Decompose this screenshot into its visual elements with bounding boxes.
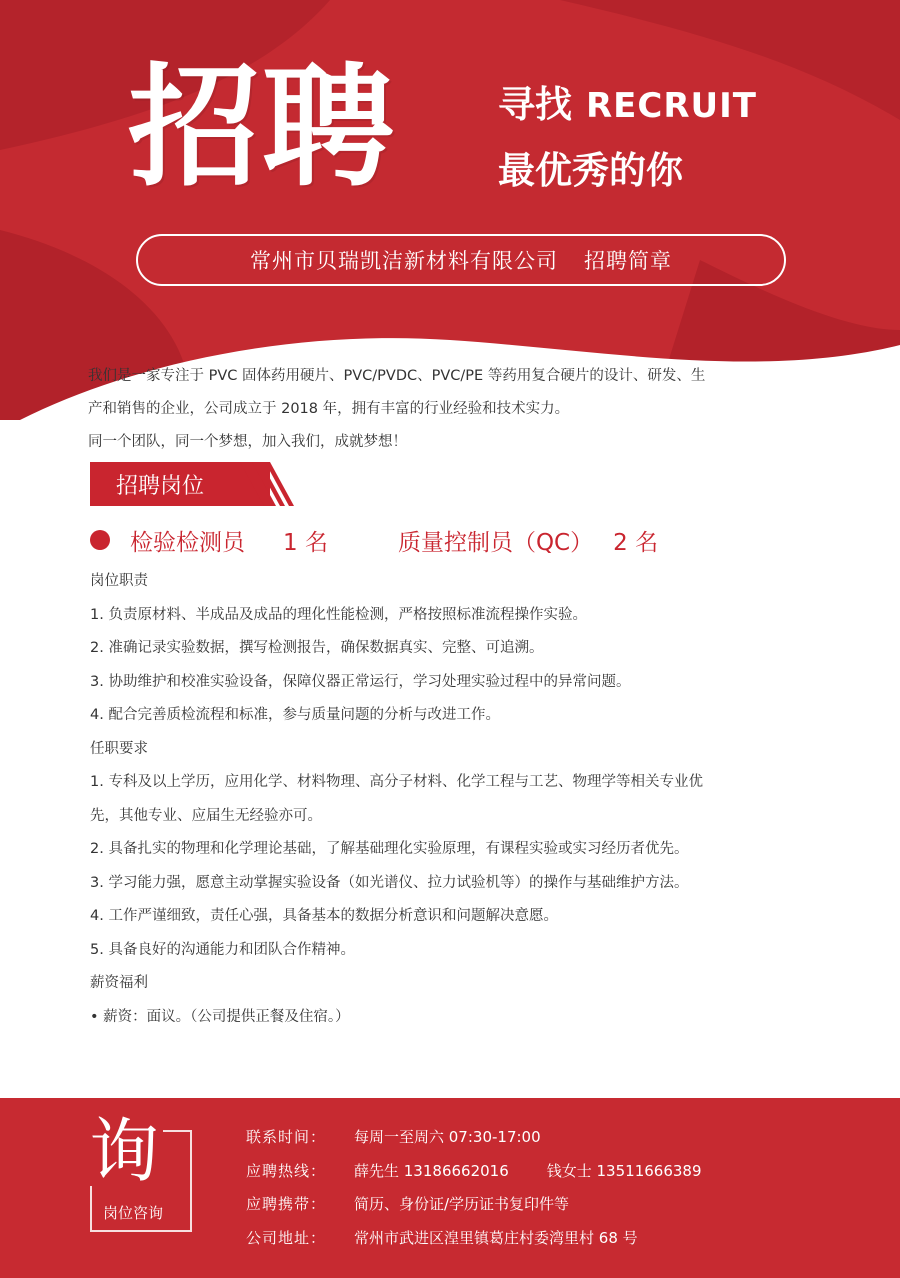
company-banner [136,234,786,286]
requirement-item: 先，其他专业、应届生无经验亦可。 [90,807,322,824]
hotline-contact-1: 薛先生 13186662016 [354,1161,509,1180]
address-value: 常州市武进区湟里镇葛庄村委湾里村 68 号 [354,1228,638,1247]
requirement-item: 2. 具备扎实的物理和化学理论基础，了解基础理化实验原理，有课程实验或实习经历者优先。 [90,841,689,857]
hotline-label: 应聘热线： [246,1161,327,1180]
slogan-line-1 [498,83,757,126]
positions-row [90,522,658,558]
inquiry-char: 询 [85,1116,163,1186]
benefit-item: • 薪资：面议。（公司提供正餐及住宿。） [90,1008,350,1025]
duty-item: 4. 配合完善质检流程和标准，参与质量问题的分析与改进工作。 [90,707,500,723]
bring-row [246,1187,702,1221]
company-name: 常州市贝瑞凯洁新材料有限公司 [250,249,558,273]
bullet-dot-icon [90,530,110,550]
position-name: 检验检测员 [130,529,245,556]
slogan-recruit-en: RECRUIT [586,86,757,126]
requirement-item: 5. 具备良好的沟通能力和团队合作精神。 [90,941,355,958]
inquiry-label: 岗位咨询 [103,1204,164,1222]
position-name: 质量控制员（QC） [397,529,594,556]
duty-item: 2. 准确记录实验数据，撰写检测报告，确保数据真实、完整、可追溯。 [90,640,544,656]
requirement-item: 4. 工作严谨细致，责任心强，具备基本的数据分析意识和问题解决意愿。 [90,908,558,924]
intro-line: 产和销售的企业，公司成立于 2018 年，拥有丰富的行业经验和技术实力。 [88,401,570,417]
contact-info [246,1120,702,1254]
slogan-line-2: 最优秀的你 [498,149,683,192]
duty-item: 3. 协助维护和校准实验设备，保障仪器正常运行，学习处理实验过程中的异常问题。 [90,673,631,690]
requirements-heading: 任职要求 [90,740,148,757]
intro-line: 我们是一家专注于 PVC 固体药用硬片、PVC/PVDC、PVC/PE 等药用复合硬片的设计、研发、生 [88,368,706,384]
position-count: 1 名 [283,529,328,556]
footer-contact [0,1098,900,1278]
contact-time-value: 每周一至周六 07:30-17:00 [354,1128,541,1147]
header-banner [0,0,900,420]
slogan-seek: 寻找 [498,83,572,126]
bring-value: 简历、身份证/学历证书复印件等 [354,1195,570,1214]
brochure-label: 招聘简章 [584,249,672,273]
duties-heading: 岗位职责 [90,573,148,589]
section-title-positions: 招聘岗位 [90,462,270,506]
company-intro [88,360,828,459]
hotline-row [246,1154,702,1188]
bring-label: 应聘携带： [246,1195,327,1214]
intro-line: 同一个团队，同一个梦想，加入我们，成就梦想！ [88,434,407,450]
requirement-item: 1. 专科及以上学历，应用化学、材料物理、高分子材料、化学工程与工艺、物理学等相关专业优 [90,774,703,790]
benefits-heading: 薪资福利 [90,975,148,991]
address-label: 公司地址： [246,1228,327,1247]
duty-item: 1. 负责原材料、半成品及成品的理化性能检测，严格按照标准流程操作实验。 [90,606,587,623]
address-row [246,1221,702,1255]
hotline-contact-2: 钱女士 13511666389 [546,1161,702,1180]
position-count: 2 名 [613,529,659,556]
job-details [90,565,865,1034]
contact-time-label: 联系时间： [246,1128,327,1147]
contact-time-row [246,1120,702,1154]
recruit-title: 招聘 [128,51,396,205]
tag-stripes-decoration [240,462,300,506]
requirement-item: 3. 学习能力强，愿意主动掌握实验设备（如光谱仪、拉力试验机等）的操作与基础维护方法。 [90,874,689,891]
